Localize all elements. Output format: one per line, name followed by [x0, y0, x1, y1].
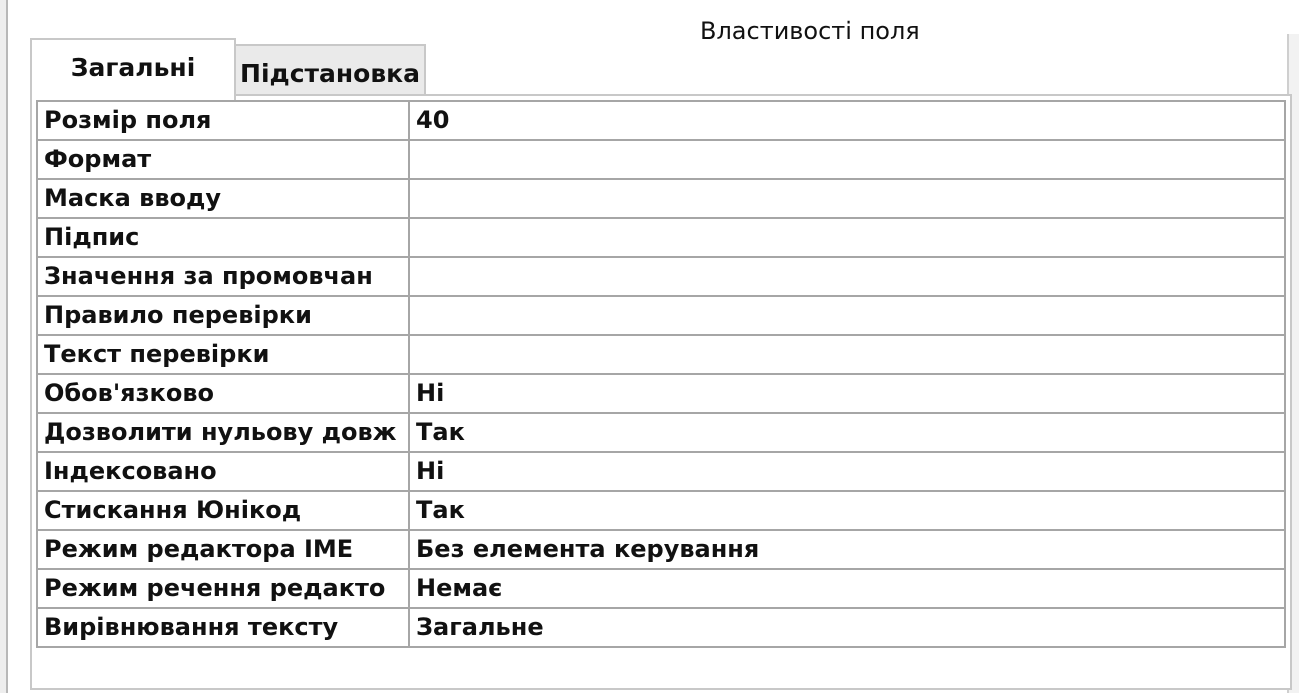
property-row[interactable]: [37, 101, 1285, 140]
property-name: Обов'язково: [37, 374, 409, 413]
property-row[interactable]: [37, 140, 1285, 179]
property-row[interactable]: [37, 296, 1285, 335]
property-value[interactable]: Ні: [409, 452, 1285, 491]
property-row[interactable]: [37, 179, 1285, 218]
property-value[interactable]: [409, 335, 1285, 374]
property-value[interactable]: Немає: [409, 569, 1285, 608]
panel-title: Властивості поля: [700, 17, 920, 45]
property-value[interactable]: Так: [409, 413, 1285, 452]
tab-lookup[interactable]: Підстановка: [234, 44, 426, 96]
property-row[interactable]: [37, 218, 1285, 257]
property-value[interactable]: [409, 257, 1285, 296]
property-value[interactable]: [409, 218, 1285, 257]
property-name: Дозволити нульову довж: [37, 413, 409, 452]
property-row[interactable]: [37, 413, 1285, 452]
tab-general[interactable]: Загальні: [30, 38, 236, 100]
property-row[interactable]: [37, 569, 1285, 608]
property-row[interactable]: [37, 335, 1285, 374]
property-name: Розмір поля: [37, 101, 409, 140]
property-row[interactable]: [37, 374, 1285, 413]
property-name: Стискання Юнікод: [37, 491, 409, 530]
property-name: Текст перевірки: [37, 335, 409, 374]
property-value[interactable]: [409, 179, 1285, 218]
property-row[interactable]: [37, 452, 1285, 491]
property-name: Маска вводу: [37, 179, 409, 218]
property-name: Формат: [37, 140, 409, 179]
property-name: Підпис: [37, 218, 409, 257]
property-name: Режим речення редакто: [37, 569, 409, 608]
property-name: Значення за промовчан: [37, 257, 409, 296]
property-value[interactable]: Загальне: [409, 608, 1285, 647]
property-value[interactable]: [409, 140, 1285, 179]
property-value[interactable]: 40: [409, 101, 1285, 140]
property-grid: [36, 100, 1286, 648]
property-row[interactable]: [37, 491, 1285, 530]
property-name: Індексовано: [37, 452, 409, 491]
property-value[interactable]: Так: [409, 491, 1285, 530]
property-row[interactable]: [37, 530, 1285, 569]
property-name: Правило перевірки: [37, 296, 409, 335]
window-left-border: [0, 0, 8, 693]
property-value[interactable]: Ні: [409, 374, 1285, 413]
property-value[interactable]: Без елемента керування: [409, 530, 1285, 569]
property-row[interactable]: [37, 257, 1285, 296]
property-value[interactable]: [409, 296, 1285, 335]
property-name: Вирівнювання тексту: [37, 608, 409, 647]
property-row[interactable]: [37, 608, 1285, 647]
property-name: Режим редактора IME: [37, 530, 409, 569]
